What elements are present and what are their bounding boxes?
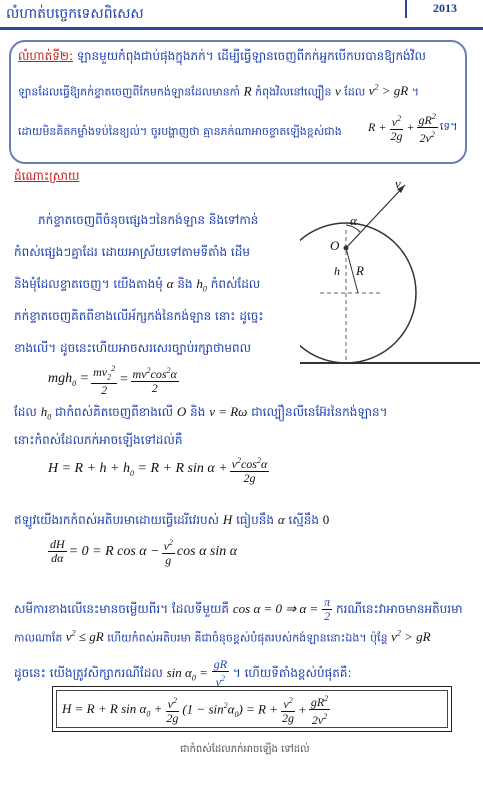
- solution-p12: ជាកំពស់ដែលភក់អាចឡើង ទៅដល់: [180, 744, 310, 755]
- solution-p5: ខាងលើ។ ដូចនេះហើយអាចសរសេរច្បាប់រក្សាថាមពល: [14, 341, 252, 355]
- label-O: O: [330, 238, 340, 253]
- label-h: h: [334, 264, 340, 278]
- formula-height: $H = R + h + h_0 = R + R$ sin α + $\frac{v^2\cos^2\alpha}{2g}$: [48, 456, 268, 485]
- point-O: [344, 246, 349, 251]
- problem-formula: R + $\frac{v^2}{2g}$ + $\frac{gR^2}{2v^2}$ ទេ។: [368, 112, 458, 145]
- wheel-figure: [300, 170, 480, 370]
- header-title: លំហាត់បច្ចេកទេសពិសេស: [6, 6, 144, 22]
- solution-p6: ដែល $h_0$ ជាកំពស់គិតចេញពីខាងលើ O និង v = Rω ជាល្បឿនលីនេអ៊ែរនៃកង់ឡាន។: [14, 404, 388, 422]
- solution-p7: នោះកំពស់ដែលភក់អាចឡើងទៅដល់គឺ: [14, 433, 183, 447]
- formula-energy: mgh$_0$ = $\frac{mv_2^2}{2}$ = $\frac{mv^2\cos^2\alpha}{2}$: [48, 364, 177, 398]
- solution-label: ដំណោះស្រាយ: [14, 169, 80, 183]
- formula-derivative: $\frac{dH}{d\alpha}$ = 0 = R cos α − $\frac{v^2}{g}$ cos α sin α: [50, 537, 238, 567]
- solution-p9: សមីការខាងលើនេះមានចម្លើយពីរ។ ដែលទីមួយគឺ cos α = 0 ⇒ α = $\frac{\pi}{2}$ ករណីនេះវាអាចមានអតិបរមា: [14, 595, 463, 623]
- problem-line-2: ឡានដែលធ្វើឱ្យភក់ខ្ទាតចេញពីកែមកង់ឡានដែលមានកាំ R កំពុងវិលនៅល្បឿន v ដែល $v^2$ > gR ។: [18, 83, 419, 99]
- solution-p4: ភក់ខ្ទាតចេញគិតពីខាងលើអ័ក្សកង់នៃកង់ឡាន នោះ ដូច្នេះ: [14, 309, 264, 323]
- solution-p11: ដូចនេះ យើងត្រូវសិក្សាករណីដែល $\sin \alpha_0$ = $\frac{gR}{v^2}$ ។ ហើយទីតាំងខ្ពស់បំផុតគឺ:: [14, 657, 352, 689]
- problem-label: លំហាត់ទី២:: [18, 49, 74, 63]
- problem-line-3: ដោយមិនគិតកម្លាំងទប់នៃខ្យល់។ ចូរបង្ហាញថា គ្មានភក់ណាអាចខ្ទាតឡើងខ្ពស់ជាង: [18, 125, 342, 138]
- label-v: v: [395, 176, 401, 191]
- header-rule: [0, 27, 483, 30]
- solution-p1: ភក់ខ្ទាតចេញពីចំនុចផ្សេងៗនៃកង់ឡាន និងទៅកាន់: [38, 213, 259, 227]
- label-R: R: [356, 263, 364, 278]
- solution-p3: និងមុំដែលខ្ទាតចេញ។ យើងតាងមុំ α និង $h_0$ កំពស់ដែល: [14, 276, 261, 294]
- solution-p10: កាលណាតែ $v^2$ ≤ gR ហើយកំពស់អតិបរមា គឺជាចំនុចខ្ពស់បំផុតរបស់កង់ឡាននោះឯង។ ប៉ុន្តែ $v^2$ > gR: [14, 629, 431, 645]
- final-formula: H = R + R $\sin \alpha_0$ + $\frac{v^2}{2g}$ $(1 - \sin^2\alpha_0) = R$ + $\frac{v^2}{2g}$ + $\frac{gR^2}{2v^2}$: [62, 694, 329, 727]
- page-header: [0, 0, 483, 28]
- solution-p8: ឥឡូវយើងរកកំពស់អតិបរមាដោយធ្វើដេរីវេរបស់ H ធៀបនឹង α ស្មើនឹង 0: [14, 512, 330, 527]
- solution-p2: កំពស់ផ្សេងៗគ្នាដែរ ដោយអាស្រ័យទៅតាមទីតាំង ដើម: [14, 245, 250, 259]
- header-year: 2013: [405, 0, 483, 18]
- label-alpha: α: [350, 213, 357, 228]
- problem-line-1: លំហាត់ទី២: ឡានមួយកំពុងជាប់ផុងក្នុងភក់។ ដើម្បីធ្វើឡានចេញពីភក់អ្នកបើកបរបានឱ្យកង់វិល: [18, 49, 426, 63]
